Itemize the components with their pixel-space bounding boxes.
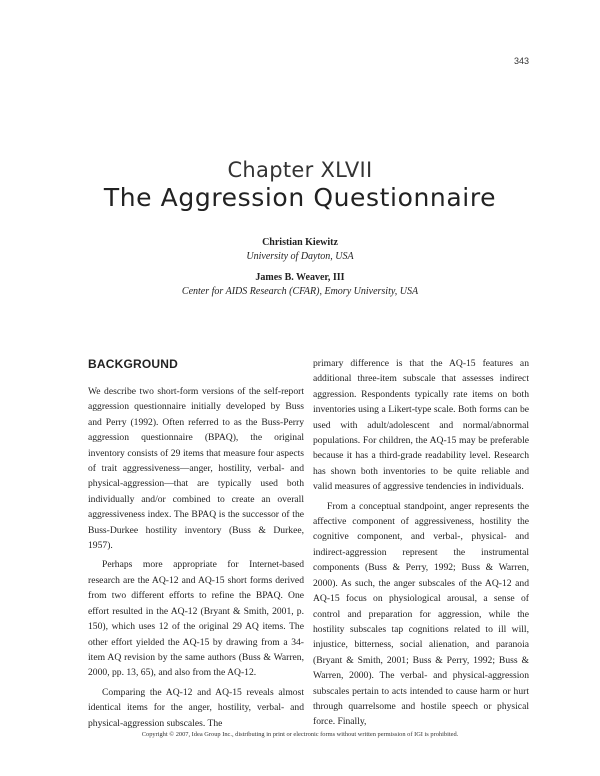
left-column xyxy=(88,356,304,731)
author-block xyxy=(0,236,600,264)
author-name: Christian Kiewitz xyxy=(262,237,338,248)
paragraph: From a conceptual standpoint, anger represents the affective component of aggressiveness, hostility the cognitive component, and verbal-, physical- and indirect-aggression represent the instrumental components (Buss & Perry, 1992; Buss & Warren, 2000). As such, the anger subscales of the AQ-12 and AQ-15 focus on physiological arousal, a sense of control and preparation for aggression, while the hostility subscales tap cognitions related to ill will, injustice, bitterness, social alienation, and paranoia (Bryant & Smith, 2001; Buss & Perry, 1992; Buss & Warren, 2000). The verbal- and physical-aggression subscales pertain to acts intended to cause harm or hurt through quarrelsome and hostile speech or physical force. Finally, xyxy=(313,500,529,728)
chapter-label: Chapter XLVII xyxy=(227,158,373,182)
author-affiliation: Center for AIDS Research (CFAR), Emory University, USA xyxy=(181,286,419,297)
chapter-title: The Aggression Questionnaire xyxy=(103,183,497,212)
section-heading: BACKGROUND xyxy=(88,357,178,371)
paragraph: primary difference is that the AQ-15 features an additional three-item subscale that assesses indirect aggression. Respondents typically rate items on both inventories using a Likert-type scale. Both forms can be used with adult/adolescent and normal/abnormal populations. For children, the AQ-15 may be preferable because it has a third-grade readability level. Research has shown both inventories to be quite reliable and valid measures of aggressive tendencies in individuals. xyxy=(313,358,529,493)
copyright-footer: Copyright © 2007, Idea Group Inc., distributing in print or electronic forms without written permission of IGI is prohibited. xyxy=(141,731,459,738)
author-list xyxy=(0,236,600,306)
paragraph: Perhaps more appropriate for Internet-based research are the AQ-12 and AQ-15 short forms derived from two different efforts to refine the BPAQ. One effort resulted in the AQ-12 (Bryant & Smith, 2001, p. 150), which uses 12 of the original 29 AQ items. The other effort yielded the AQ-15 by drawing from a 34-item AQ revision by the same authors (Buss & Warren, 2000, pp. 13, 65), and also from the AQ-12. xyxy=(88,559,304,679)
paragraph: Comparing the AQ-12 and AQ-15 reveals almost identical items for the anger, hostility, verbal- and physical-aggression subscales. The xyxy=(88,686,304,729)
page-number: 343 xyxy=(513,56,529,66)
author-name: James B. Weaver, III xyxy=(255,272,345,283)
author-affiliation: University of Dayton, USA xyxy=(246,251,354,262)
author-block xyxy=(0,271,600,299)
paragraph: We describe two short-form versions of the self-report aggression questionnaire initially developed by Buss and Perry (1992). Often referred to as the Buss-Perry aggression questionnaire (BPAQ), the original inventory consists of 29 items that measure four aspects of trait aggressiveness—anger, hostility, verbal- and physical-aggression—that are typically used both individually and/or combined to create an overall aggressiveness index. The BPAQ is the successor of the Buss-Durkee hostility inventory (Buss & Durkee, 1957). xyxy=(88,386,304,552)
right-column xyxy=(313,356,529,730)
